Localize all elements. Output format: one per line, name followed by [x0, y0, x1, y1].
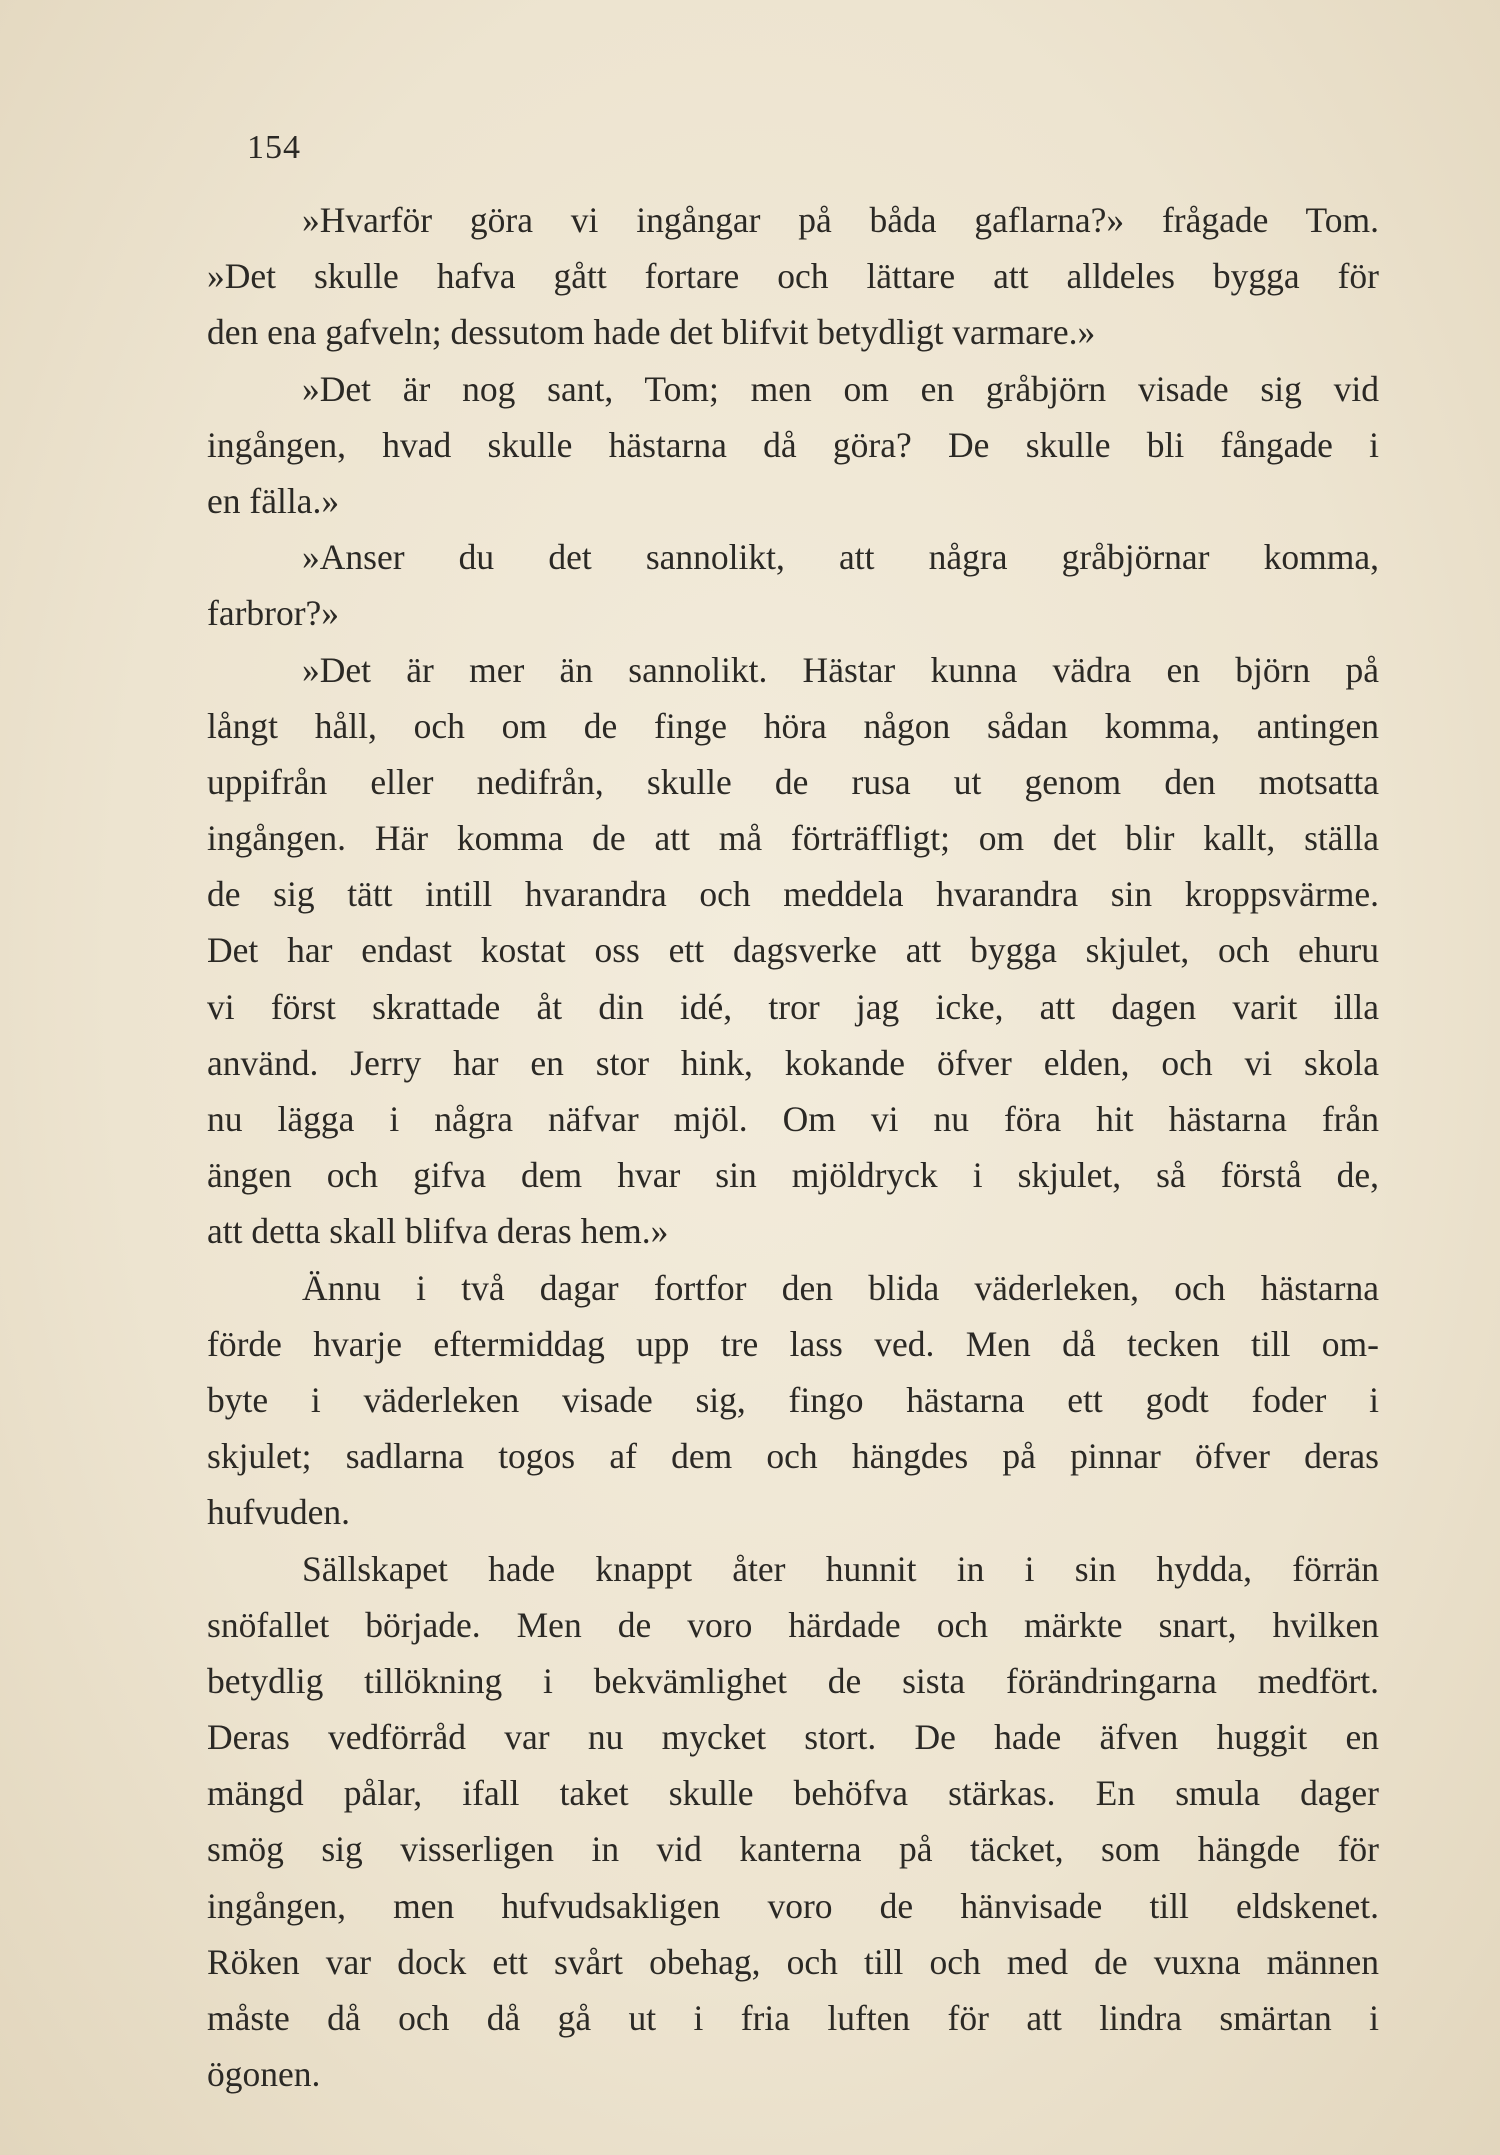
- text-line: vi först skrattade åt din idé, tror jag icke, att dagen varit illa: [207, 986, 1379, 1027]
- text-line: nu lägga i några näfvar mjöl. Om vi nu föra hit hästarna från: [207, 1099, 1379, 1139]
- text-line: ingången, men hufvudsakligen voro de hänvisade till eldskenet.: [207, 1885, 1379, 1926]
- text-line: snöfallet började. Men de voro härdade och märkte snart, hvilken: [207, 1604, 1379, 1645]
- page-number: 154: [247, 129, 301, 166]
- text-line: smög sig visserligen in vid kanterna på täcket, som hängde för: [207, 1829, 1379, 1870]
- text-line: förde hvarje eftermiddag upp tre lass ved. Men då tecken till om-: [207, 1323, 1379, 1364]
- text-line: »Anser du det sannolikt, att några gråbjörnar komma,: [302, 537, 1379, 578]
- text-line: Deras vedförråd var nu mycket stort. De hade äfven huggit en: [207, 1717, 1379, 1758]
- text-line: farbror?»: [207, 593, 340, 634]
- text-line: ögonen.: [207, 2054, 321, 2095]
- text-line: »Det är mer än sannolikt. Hästar kunna vädra en björn på: [302, 649, 1379, 690]
- text-line: betydlig tillökning i bekvämlighet de sista förändringarna medfört.: [207, 1660, 1379, 1701]
- text-line: »Det är nog sant, Tom; men om en gråbjörn visade sig vid: [302, 368, 1379, 409]
- text-line: Det har endast kostat oss ett dagsverke att bygga skjulet, och ehuru: [207, 930, 1379, 971]
- text-line: ingången, hvad skulle hästarna då göra? De skulle bli fångade i: [207, 424, 1379, 465]
- text-line: mängd pålar, ifall taket skulle behöfva stärkas. En smula dager: [207, 1773, 1379, 1814]
- text-line: Röken var dock ett svårt obehag, och till och med de vuxna männen: [207, 1941, 1379, 1982]
- text-line: hufvuden.: [207, 1492, 350, 1533]
- text-line: måste då och då gå ut i fria luften för att lindra smärtan i: [207, 1998, 1379, 2038]
- text-line: använd. Jerry har en stor hink, kokande öfver elden, och vi skola: [207, 1042, 1379, 1083]
- body-text: [207, 192, 1379, 2102]
- text-line: Sällskapet hade knappt åter hunnit in i sin hydda, förrän: [302, 1548, 1379, 1589]
- text-line: Ännu i två dagar fortfor den blida väderleken, och hästarna: [302, 1267, 1379, 1308]
- text-line: »Det skulle hafva gått fortare och lättare att alldeles bygga för: [207, 256, 1379, 297]
- text-line: ingången. Här komma de att må förträffligt; om det blir kallt, ställa: [207, 818, 1379, 859]
- text-line: att detta skall blifva deras hem.»: [207, 1211, 669, 1252]
- text-line: de sig tätt intill hvarandra och meddela hvarandra sin kroppsvärme.: [207, 874, 1379, 915]
- text-line: den ena gafveln; dessutom hade det blifvit betydligt varmare.»: [207, 312, 1096, 353]
- text-line: uppifrån eller nedifrån, skulle de rusa ut genom den motsatta: [207, 761, 1379, 802]
- text-line: långt håll, och om de finge höra någon sådan komma, antingen: [207, 705, 1379, 746]
- text-line: en fälla.»: [207, 480, 340, 521]
- text-line: skjulet; sadlarna togos af dem och hängdes på pinnar öfver deras: [207, 1436, 1379, 1477]
- text-line: ängen och gifva dem hvar sin mjöldryck i skjulet, så förstå de,: [207, 1155, 1379, 1196]
- text-line: byte i väderleken visade sig, fingo hästarna ett godt foder i: [207, 1379, 1379, 1420]
- text-line: »Hvarför göra vi ingångar på båda gaflarna?» frågade Tom.: [302, 200, 1379, 240]
